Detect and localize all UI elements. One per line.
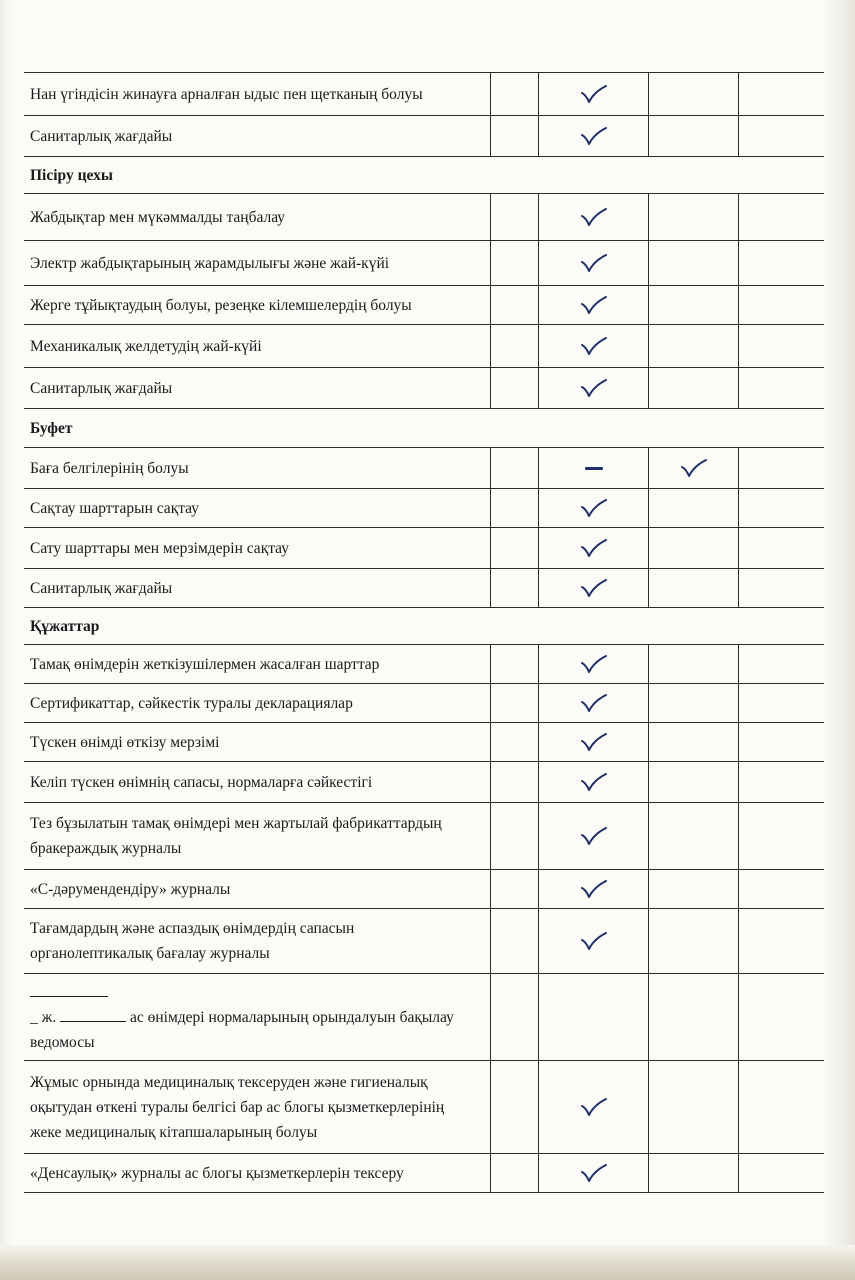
- row-label-line: Механикалық желдетудің жай-күйі: [30, 337, 262, 355]
- row-label-line: Буфет: [30, 419, 73, 437]
- row-label: [24, 870, 490, 908]
- row-label: [24, 448, 490, 488]
- checkmark-icon: [580, 497, 608, 519]
- row-label-line: Түскен өнімді өткізу мерзімі: [30, 733, 220, 751]
- page-bottom-shadow: [0, 1245, 855, 1280]
- checklist-row: [24, 447, 824, 488]
- checklist-row: [24, 568, 824, 607]
- checkmark-icon: [580, 83, 608, 105]
- row-label: [24, 1061, 490, 1153]
- checklist-row: [24, 869, 824, 908]
- row-label-line: _ ж. ас өнімдері нормаларының орындалуын бақылау: [30, 1008, 454, 1026]
- mark-cell: [538, 116, 648, 156]
- checkmark-icon: [580, 335, 608, 357]
- section-title: [24, 157, 824, 193]
- mark-cell: [648, 870, 738, 908]
- mark-cell: [738, 762, 824, 802]
- checklist-row: [24, 193, 824, 240]
- mark-cell: [648, 909, 738, 973]
- mark-cell: [538, 368, 648, 408]
- row-label-line: Сертификаттар, сәйкестік туралы декларациялар: [30, 694, 353, 712]
- dash-mark-icon: [585, 467, 603, 470]
- checklist-row: [24, 527, 824, 568]
- mark-cell: [648, 762, 738, 802]
- mark-cell: [648, 73, 738, 115]
- row-label-line: «С-дәрумендендіру» журналы: [30, 880, 231, 898]
- mark-cell: [648, 1061, 738, 1153]
- mark-cell: [648, 489, 738, 527]
- mark-cell: [648, 645, 738, 683]
- mark-cell: [490, 1061, 538, 1153]
- mark-cell: [538, 723, 648, 761]
- section-header-row: [24, 156, 824, 193]
- row-label: [24, 803, 490, 869]
- mark-cell: [738, 528, 824, 568]
- row-label: [24, 73, 490, 115]
- mark-cell: [538, 645, 648, 683]
- checkmark-icon: [580, 1096, 608, 1118]
- mark-cell: [738, 489, 824, 527]
- row-label-line: Тағамдардың және аспаздық өнімдердің сапасын: [30, 920, 355, 937]
- mark-cell: [538, 1154, 648, 1192]
- mark-cell: [538, 241, 648, 285]
- row-label: [24, 762, 490, 802]
- mark-cell: [648, 723, 738, 761]
- blank-year-line: [30, 980, 486, 1005]
- label-tail: ас өнімдері нормаларының орындалуын бақылау: [129, 1008, 454, 1026]
- label-abbrev: ж.: [41, 1008, 57, 1026]
- checkmark-icon: [580, 653, 608, 675]
- checkmark-icon: [580, 878, 608, 900]
- mark-cell: [538, 870, 648, 908]
- row-label-line: жеке медициналық кітапшаларының болуы: [30, 1123, 318, 1141]
- mark-cell: [538, 325, 648, 367]
- mark-cell: [490, 325, 538, 367]
- mark-cell: [490, 241, 538, 285]
- row-label: [24, 241, 490, 285]
- mark-cell: [648, 974, 738, 1060]
- mark-cell: [648, 194, 738, 240]
- row-label: [24, 645, 490, 683]
- mark-cell: [490, 909, 538, 973]
- mark-cell: [490, 569, 538, 607]
- mark-cell: [538, 448, 648, 488]
- row-label-line: Жерге тұйықтаудың болуы, резеңке кілемшелердің болуы: [30, 296, 412, 314]
- mark-cell: [738, 325, 824, 367]
- mark-cell: [738, 569, 824, 607]
- checklist-row: [24, 1060, 824, 1153]
- row-label-line: Тамақ өнімдерін жеткізушілермен жасалған шарттар: [30, 655, 380, 673]
- checklist-row: [24, 240, 824, 285]
- checklist-row: [24, 761, 824, 802]
- checklist-row: [24, 367, 824, 408]
- checkmark-icon: [580, 377, 608, 399]
- mark-cell: [648, 569, 738, 607]
- mark-cell: [490, 116, 538, 156]
- mark-cell: [490, 645, 538, 683]
- mark-cell: [648, 803, 738, 869]
- row-label-line: Нан үгіндісін жинауға арналған ыдыс пен щетканың болуы: [30, 85, 423, 103]
- row-label-line: органолептикалық бағалау журналы: [30, 945, 270, 962]
- checklist-row: [24, 115, 824, 156]
- mark-cell: [738, 803, 824, 869]
- mark-cell: [648, 325, 738, 367]
- mark-cell: [648, 448, 738, 488]
- checkmark-icon: [580, 1162, 608, 1184]
- mark-cell: [738, 116, 824, 156]
- mark-cell: [490, 1154, 538, 1192]
- mark-cell: [648, 368, 738, 408]
- mark-cell: [738, 684, 824, 722]
- mark-cell: [490, 974, 538, 1060]
- mark-cell: [490, 489, 538, 527]
- mark-cell: [490, 448, 538, 488]
- checkmark-icon: [580, 930, 608, 952]
- mark-cell: [490, 73, 538, 115]
- mark-cell: [538, 194, 648, 240]
- mark-cell: [490, 286, 538, 324]
- row-label-line: Құжаттар: [30, 617, 100, 635]
- mark-cell: [538, 1061, 648, 1153]
- section-header-row: [24, 607, 824, 644]
- row-label-line: Санитарлық жағдайы: [30, 579, 173, 597]
- checklist-row: [24, 324, 824, 367]
- checkmark-icon: [580, 731, 608, 753]
- checkmark-icon: [580, 125, 608, 147]
- checklist-row: [24, 908, 824, 973]
- mark-cell: [738, 1154, 824, 1192]
- checkmark-icon: [580, 692, 608, 714]
- mark-cell: [648, 684, 738, 722]
- checklist-row: [24, 802, 824, 869]
- mark-cell: [490, 684, 538, 722]
- mark-cell: [490, 194, 538, 240]
- row-label-line: Тез бұзылатын тамақ өнімдері мен жартылай фабрикаттардың: [30, 815, 442, 832]
- checklist-row: [24, 285, 824, 324]
- row-label-line: Жабдықтар мен мүкәммалды таңбалау: [30, 208, 286, 226]
- mark-cell: [648, 116, 738, 156]
- row-label-line: Сату шарттары мен мерзімдерін сақтау: [30, 539, 290, 557]
- row-label-line: бракераждық журналы: [30, 840, 182, 857]
- row-label: [24, 368, 490, 408]
- section-title: [24, 608, 824, 644]
- row-label-line: Баға белгілерінің болуы: [30, 459, 189, 477]
- mark-cell: [738, 974, 824, 1060]
- mark-cell: [538, 974, 648, 1060]
- mark-cell: [738, 448, 824, 488]
- checklist-row: [24, 1153, 824, 1193]
- mark-cell: [538, 286, 648, 324]
- mark-cell: [538, 803, 648, 869]
- row-label: [24, 325, 490, 367]
- checklist-row: [24, 644, 824, 683]
- row-label-line: Келіп түскен өнімнің сапасы, нормаларға сәйкестігі: [30, 773, 373, 791]
- mark-cell: [538, 489, 648, 527]
- row-label-line: Пісіру цехы: [30, 166, 113, 184]
- row-label: [24, 116, 490, 156]
- row-label: [24, 974, 490, 1060]
- checkmark-icon: [580, 825, 608, 847]
- mark-cell: [538, 762, 648, 802]
- row-label-line: Санитарлық жағдайы: [30, 127, 173, 145]
- row-label-line: Санитарлық жағдайы: [30, 379, 173, 397]
- checklist-row: [24, 488, 824, 527]
- mark-cell: [738, 286, 824, 324]
- mark-cell: [490, 870, 538, 908]
- mark-cell: [738, 194, 824, 240]
- mark-cell: [738, 870, 824, 908]
- checklist-row: [24, 72, 824, 115]
- row-label: [24, 1154, 490, 1192]
- mark-cell: [648, 528, 738, 568]
- row-label-line: Электр жабдықтарының жарамдылығы және жай-күйі: [30, 254, 390, 272]
- mark-cell: [738, 909, 824, 973]
- checkmark-icon: [580, 771, 608, 793]
- mark-cell: [738, 241, 824, 285]
- row-label: [24, 909, 490, 973]
- mark-cell: [738, 645, 824, 683]
- mark-cell: [738, 1061, 824, 1153]
- checkmark-icon: [580, 252, 608, 274]
- checklist-row: [24, 683, 824, 722]
- row-label: [24, 569, 490, 607]
- row-label: [24, 723, 490, 761]
- row-label: [24, 286, 490, 324]
- mark-cell: [490, 762, 538, 802]
- mark-cell: [538, 909, 648, 973]
- row-label-line: Жұмыс орнында медициналық тексеруден және гигиеналық: [30, 1073, 428, 1091]
- row-label: [24, 194, 490, 240]
- mark-cell: [648, 241, 738, 285]
- mark-cell: [538, 73, 648, 115]
- row-label: [24, 489, 490, 527]
- checklist-table: [24, 72, 824, 1193]
- mark-cell: [490, 368, 538, 408]
- mark-cell: [538, 569, 648, 607]
- row-label-line: ведомосы: [30, 1033, 95, 1051]
- mark-cell: [738, 723, 824, 761]
- row-label: [24, 684, 490, 722]
- mark-cell: [648, 1154, 738, 1192]
- mark-cell: [490, 528, 538, 568]
- mark-cell: [538, 528, 648, 568]
- mark-cell: [538, 684, 648, 722]
- checklist-row: [24, 722, 824, 761]
- row-label: [24, 528, 490, 568]
- row-label-line: «Денсаулық» журналы ас блогы қызметкерлерін тексеру: [30, 1164, 404, 1182]
- checklist-row: [24, 973, 824, 1060]
- mark-cell: [490, 723, 538, 761]
- mark-cell: [738, 73, 824, 115]
- checkmark-icon: [580, 577, 608, 599]
- mark-cell: [490, 803, 538, 869]
- checkmark-icon: [680, 457, 708, 479]
- row-label-line: Сақтау шарттарын сақтау: [30, 499, 200, 517]
- checkmark-icon: [580, 537, 608, 559]
- section-title: [24, 409, 824, 447]
- checkmark-icon: [580, 294, 608, 316]
- section-header-row: [24, 408, 824, 447]
- mark-cell: [738, 368, 824, 408]
- checkmark-icon: [580, 206, 608, 228]
- mark-cell: [648, 286, 738, 324]
- row-label-line: оқытудан өткені туралы белгісі бар ас блогы қызметкерлерінің: [30, 1098, 445, 1116]
